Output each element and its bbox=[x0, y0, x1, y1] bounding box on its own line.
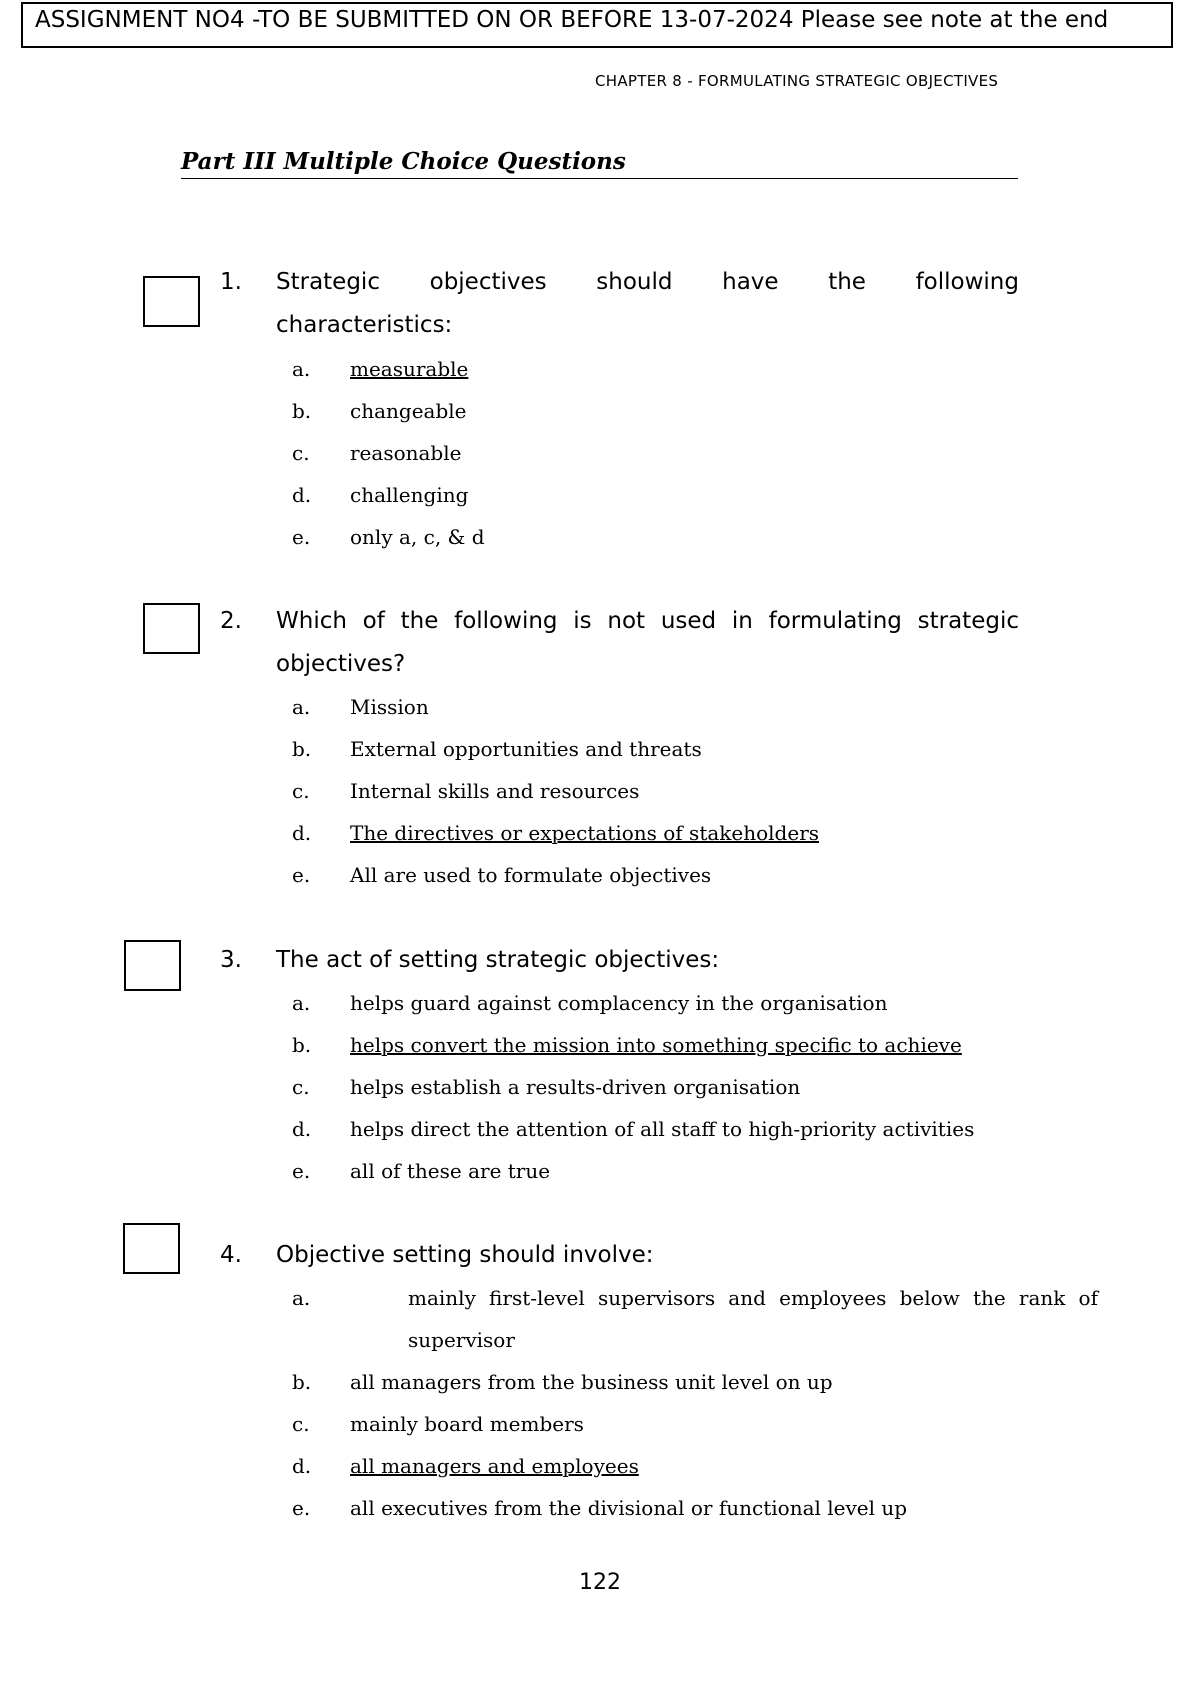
question-number: 2. bbox=[220, 608, 242, 634]
option-text: helps guard against complacency in the organisation bbox=[350, 991, 888, 1015]
option-text: all managers from the business unit level on up bbox=[350, 1370, 833, 1394]
assignment-banner-text: ASSIGNMENT NO4 -TO BE SUBMITTED ON OR BEFORE 13-07-2024 Please see note at the end bbox=[35, 7, 1109, 33]
option-b[interactable]: b. helps convert the mission into something specific to achieve bbox=[292, 1024, 1032, 1066]
option-e[interactable]: e. All are used to formulate objectives bbox=[292, 854, 1032, 896]
option-c[interactable]: c. Internal skills and resources bbox=[292, 770, 1032, 812]
question-stem bbox=[276, 1234, 1019, 1277]
question-number: 1. bbox=[220, 269, 242, 295]
page-number: 122 bbox=[579, 1570, 621, 1595]
question-stem bbox=[276, 600, 1019, 686]
stem-line: objectives? bbox=[276, 651, 406, 677]
option-text: changeable bbox=[350, 399, 467, 423]
stem-line: Objective setting should involve: bbox=[276, 1242, 654, 1268]
part-title: Part III Multiple Choice Questions bbox=[181, 147, 1018, 179]
assignment-banner bbox=[21, 2, 1173, 48]
option-a[interactable]: a. helps guard against complacency in the organisation bbox=[292, 982, 1032, 1024]
option-e[interactable]: e. all of these are true bbox=[292, 1150, 1032, 1192]
option-text: All are used to formulate objectives bbox=[350, 863, 712, 887]
option-text: reasonable bbox=[350, 441, 462, 465]
option-a[interactable]: a. mainly first-level supervisors and employees below the rank of supervisor bbox=[292, 1277, 1040, 1361]
answer-box-3[interactable] bbox=[124, 940, 181, 991]
stem-line: characteristics: bbox=[276, 312, 453, 338]
option-d[interactable]: d. all managers and employees bbox=[292, 1445, 1040, 1487]
option-a[interactable]: a. Mission bbox=[292, 686, 1032, 728]
stem-line: Which of the following is not used in formulating strategic bbox=[276, 608, 1019, 634]
option-text: Internal skills and resources bbox=[350, 779, 640, 803]
answer-box-4[interactable] bbox=[123, 1223, 180, 1274]
option-a[interactable]: a. measurable bbox=[292, 348, 1032, 390]
option-d[interactable]: d. challenging bbox=[292, 474, 1032, 516]
options-list bbox=[292, 982, 1032, 1192]
option-e[interactable]: e. all executives from the divisional or functional level up bbox=[292, 1487, 1040, 1529]
option-b[interactable]: b. changeable bbox=[292, 390, 1032, 432]
option-text: The directives or expectations of stakeholders bbox=[350, 821, 820, 845]
option-text: mainly board members bbox=[350, 1412, 584, 1436]
option-c[interactable]: c. helps establish a results-driven organisation bbox=[292, 1066, 1032, 1108]
question-number: 4. bbox=[220, 1242, 242, 1268]
option-text: External opportunities and threats bbox=[350, 737, 702, 761]
option-text: helps direct the attention of all staff to high-priority activities bbox=[350, 1117, 975, 1141]
option-text: all executives from the divisional or functional level up bbox=[350, 1496, 908, 1520]
answer-box-1[interactable] bbox=[143, 276, 200, 327]
option-c[interactable]: c. mainly board members bbox=[292, 1403, 1040, 1445]
option-text: helps establish a results-driven organisation bbox=[350, 1075, 801, 1099]
option-d[interactable]: d. helps direct the attention of all staff to high-priority activities bbox=[292, 1108, 1032, 1150]
options-list bbox=[292, 686, 1032, 896]
option-b[interactable]: b. all managers from the business unit level on up bbox=[292, 1361, 1040, 1403]
option-text: all of these are true bbox=[350, 1159, 551, 1183]
options-list bbox=[292, 1277, 1098, 1529]
option-text: all managers and employees bbox=[350, 1454, 639, 1478]
question-stem bbox=[276, 939, 1019, 982]
option-text: Mission bbox=[350, 695, 429, 719]
answer-box-2[interactable] bbox=[143, 603, 200, 654]
option-e[interactable]: e. only a, c, & d bbox=[292, 516, 1032, 558]
option-b[interactable]: b. External opportunities and threats bbox=[292, 728, 1032, 770]
option-text: mainly first-level supervisors and employees below the rank of supervisor bbox=[408, 1286, 1098, 1352]
question-stem bbox=[276, 261, 1019, 347]
option-d[interactable]: d. The directives or expectations of stakeholders bbox=[292, 812, 1032, 854]
option-c[interactable]: c. reasonable bbox=[292, 432, 1032, 474]
option-text: only a, c, & d bbox=[350, 525, 485, 549]
chapter-header: CHAPTER 8 - FORMULATING STRATEGIC OBJECTIVES bbox=[595, 72, 999, 90]
stem-line: Strategic objectives should have the following bbox=[276, 269, 1019, 295]
stem-line: The act of setting strategic objectives: bbox=[276, 947, 720, 973]
option-text: helps convert the mission into something specific to achieve bbox=[350, 1033, 962, 1057]
options-list bbox=[292, 348, 1032, 558]
option-text: challenging bbox=[350, 483, 469, 507]
question-number: 3. bbox=[220, 947, 242, 973]
option-text: measurable bbox=[350, 357, 469, 381]
